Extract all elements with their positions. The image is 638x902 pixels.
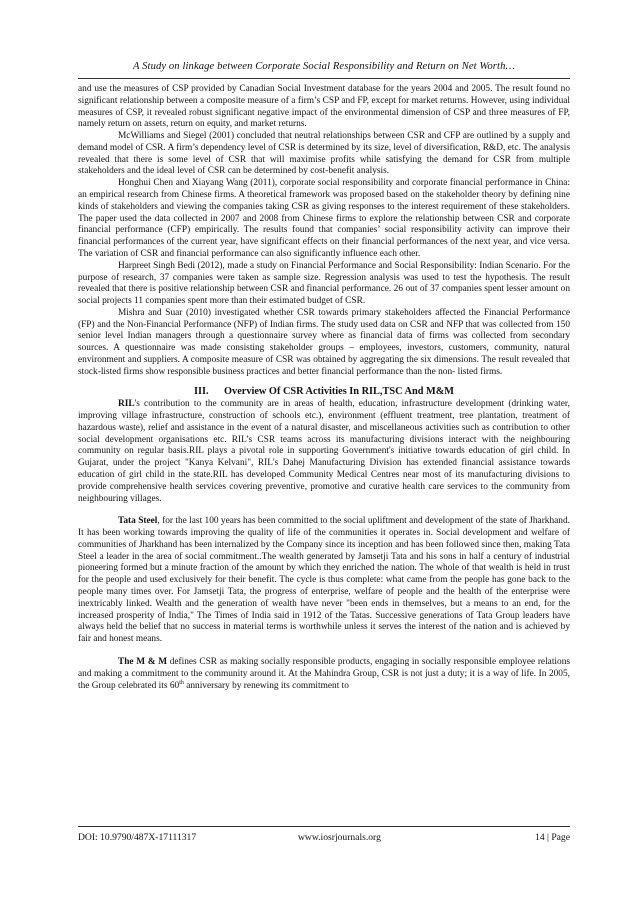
mm-text-end: anniversary by renewing its commitment to: [183, 680, 349, 691]
paragraph-tata-steel: [78, 516, 570, 646]
paragraph-mishra-suar: Mishra and Suar (2010) investigated whether CSR towards primary stakeholders affected the Financial Performance (FP) and the Non-Financial Performance (NFP) of Indian firms. The study used data on CSR and NFP that was collected from 150 senior level Indian managers through a questionnaire survey where as financial data of firms was collected from secondary sources. A questionnaire was made consisting stakeholder groups – employees, investors, customers, community, natural environment and suppliers. A composite measure of CSR was obtained by aggregating the six dimensions. The result revealed that stock-listed firms show responsible business practices and better financial performance than the non- listed firms.: [78, 307, 570, 377]
tata-lead: Tata Steel: [118, 516, 158, 527]
running-header: A Study on linkage between Corporate Social Responsibility and Return on Net Worth…: [133, 61, 515, 72]
section-title: Overview Of CSR Activities In RIL,TSC And M&M: [224, 385, 455, 397]
footer-website[interactable]: www.iosrjournals.org: [298, 832, 381, 843]
tata-text: , for the last 100 years has been committed to the social upliftment and development of the state of Jharkhand. It has been working towards improving the quality of life of the communities it operates in. Social development and welfare of communities of Jharkhand has been internalized by the Company since its inception and has been followed since then, making Tata Steel a leader in the area of social commitment..The wealth generated by Jamsetji Tata and his sons in half a century of industrial pioneering formed but a minute fraction of the amount by which they enriched the nation. The whole of that wealth is held in trust for the people and used exclusively for their benefit. The cycle is thus complete: what came from the people has gone back to the people many times over. For Jamsetji Tata, the progress of enterprise, welfare of people and the health of the enterprise were inextricably linked. Wealth and the generation of wealth have never "been ends in themselves, but a means to an end, for the increased prosperity of India," The Times of India said in 1912 of the Tatas. Successive generations of Tata Group leaders have always held the belief that no success in material terms is worthwhile unless it serves the interest of the nation and is achieved by fair and honest means.: [78, 516, 570, 645]
header-rule: [78, 78, 570, 79]
mm-superscript: th: [179, 679, 184, 686]
footer-page-number: 14 | Page: [535, 832, 570, 843]
ril-text: 's contribution to the community are in areas of health, education, infrastructure development (drinking water, improving village infrastructure, construction of schools etc.), environment (effluent treatment, tree plantation, treatment of hazardous waste), relief and assistance in the event of a natural disaster, and miscellaneous activities such as contribution to other social development organisations etc. RIL’s CSR teams across its manufacturing divisions interact with the neighbouring community on regular basis.RIL plays a pivotal role in supporting Government's initiative towards education of girl child. In Gujarat, under the project "Kanya Kelvani", RIL's Dahej Manufacturing Division has extended financial assistance towards education of girl child in the state.RIL has developed Community Medical Centres near most of its manufacturing divisions to provide comprehensive health services covering preventive, promotive and curative health care services to the community from neighbouring villages.: [78, 399, 570, 504]
paragraph-bedi: Harpreet Singh Bedi (2012), made a study on Financial Performance and Social Responsibility: Indian Scenario. For the purpose of research, 37 companies were taken as sample size. Regression analysis was used to test the hypothesis. The result revealed that there is positive relationship between CSR and financial performance. 26 out of 37 companies spent lesser amount on social projects 11 companies spent more than their estimated budget of CSR.: [78, 260, 570, 307]
article-body: [78, 84, 570, 692]
paragraph-csp-canadian: and use the measures of CSP provided by Canadian Social Investment database for the years 2004 and 2005. The result found no significant relationship between a composite measure of a firm’s CSP and FP, except for market returns. However, using individual measures of CSP, it revealed robust significant negative impact of the environmental dimension of CSP and three measures of FP, namely return on assets, return on equity, and market returns.: [78, 84, 570, 130]
mm-text: defines CSR as making socially responsible products, engaging in socially responsible employee relations and making a commitment to the community around it. At the Mahindra Group, CSR is not just a duty; it is a way of life. In 2005, the Group celebrated its 60: [78, 656, 570, 691]
section-heading: [78, 386, 570, 398]
paragraph-mahindra: [78, 657, 570, 692]
mm-lead: The M & M: [118, 656, 168, 667]
section-number: III.: [193, 385, 209, 397]
paragraph-chen-wang: Honghui Chen and Xiayang Wang (2011), corporate social responsibility and corporate financial performance in China: an empirical research from Chinese firms. A theoretical framework was proposed based on the stakeholder theory by defining nine kinds of stakeholders and viewing the companies taking CSR as giving responses to the interest requirement of these stakeholders. The paper used the data collected in 2007 and 2008 from Chinese firms to explore the relationship between CSR and corporate financial performance (CFP) empirically. The results found that companies’ social responsibility activity can improve their financial performances of the current year, have significant effects on their financial performances of the next year, and vice versa. The variation of CSR and financial performance can also significantly influence each other.: [78, 178, 570, 259]
footer-rule: [78, 826, 570, 827]
footer-doi: DOI: 10.9790/487X-17111317: [78, 832, 197, 843]
ril-lead: RIL: [118, 399, 135, 410]
paragraph-ril: [78, 399, 570, 505]
paragraph-mcwilliams-siegel: McWilliams and Siegel (2001) concluded that neutral relationships between CSR and CFP are outlined by a supply and demand model of CSR. A firm’s dependency level of CSR is determined by its size, level of diversification, R&D, etc. The analysis revealed that there is some level of CSR that will maximise profits while satisfying the demand for CSR from multiple stakeholders and the ideal level of CSR can be determined by cost-benefit analysis.: [78, 131, 570, 177]
